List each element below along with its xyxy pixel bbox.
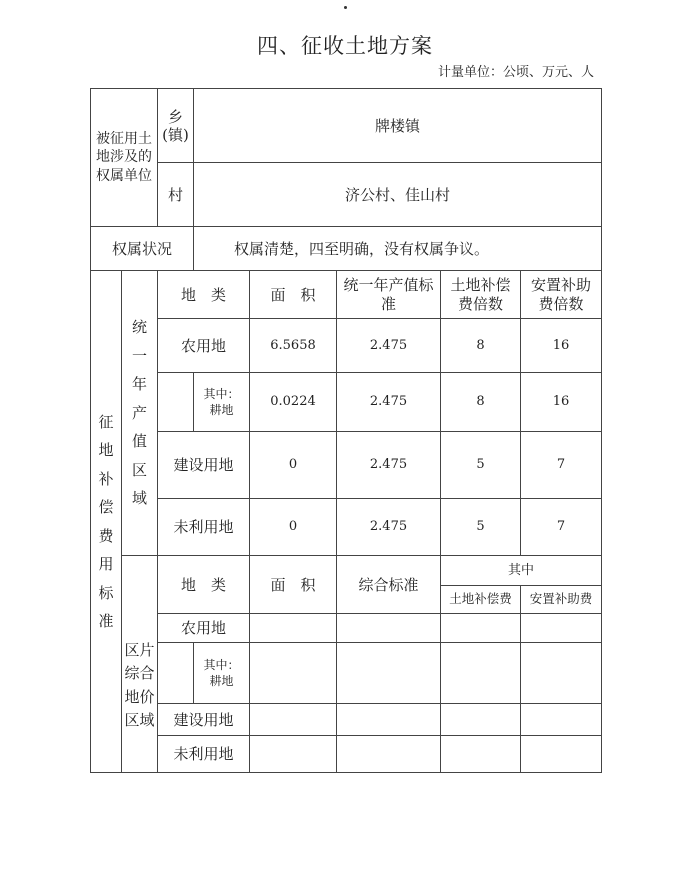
zone2-row-type: 未利用地: [173, 745, 234, 763]
zone1-row-standard: 2.475: [369, 394, 408, 410]
zone2-header-area: 面 积: [250, 556, 337, 614]
zone1-row-area: 0: [288, 519, 298, 535]
status-value: 权属清楚，四至明确，没有权属争议。: [234, 239, 490, 258]
zone1-header-land-comp-multiple: 土地补偿费倍数: [441, 271, 521, 319]
zone1-row-area: 0.0224: [270, 394, 316, 410]
table-row: [91, 373, 602, 432]
status-label: 权属状况: [111, 239, 172, 258]
ownership-label: 被征用土地涉及的权属单位: [96, 131, 152, 184]
village-label: 村: [167, 185, 183, 204]
zone2-header-of-which: 其中: [441, 556, 602, 586]
village-value-cell: [194, 163, 602, 227]
table-row: [91, 643, 602, 704]
zone2-row-type: 农用地: [180, 619, 226, 637]
zone1-row-area: 0: [288, 457, 298, 473]
zone1-row-resettle: 16: [552, 337, 570, 353]
compensation-label: 征地补偿费用标准: [98, 412, 114, 630]
table-row: [91, 736, 602, 773]
zone1-header-area: 面 积: [250, 271, 337, 319]
zone1-header-standard: 统一年产值标准: [337, 271, 441, 319]
status-value-cell: [194, 227, 602, 271]
status-label-cell: [91, 227, 194, 271]
zone2-row-type: 建设用地: [173, 710, 234, 729]
table-row: [91, 614, 602, 643]
zone1-row-land-comp: 8: [476, 337, 485, 353]
zone1-row-standard: 2.475: [369, 457, 408, 473]
zone1-row-resettle: 7: [556, 457, 566, 473]
zone2-header-land-comp: 土地补偿费: [441, 586, 521, 614]
zone1-row-area: 6.5658: [270, 337, 316, 353]
zone1-label: 统一年产值区域: [131, 318, 147, 508]
zone1-header-land-type: 地 类: [158, 271, 250, 319]
table-row: [91, 704, 602, 736]
zone2-header-resettle: 安置补助费: [521, 586, 602, 614]
table-row: [91, 499, 602, 556]
unit-note: 计量单位：公顷、万元、人: [437, 65, 594, 80]
town-value-cell: [194, 89, 602, 163]
zone2-header-land-type: 地 类: [158, 556, 250, 614]
zone1-row-type: 其中：耕地: [203, 386, 240, 417]
zone1-header-resettle-multiple: 安置补助费倍数: [521, 271, 602, 319]
zone1-row-land-comp: 5: [476, 519, 485, 535]
zone1-row-type: 建设用地: [173, 456, 234, 474]
zone1-label-cell: [122, 271, 158, 556]
zone1-row-land-comp: 5: [476, 457, 485, 473]
village-value: 济公村、佳山村: [344, 185, 450, 204]
town-value: 牌楼镇: [374, 116, 420, 135]
land-acquisition-table: [90, 88, 602, 773]
ownership-label-cell: [91, 89, 158, 227]
page-dot: [344, 6, 347, 9]
zone1-row-land-comp: 8: [476, 394, 485, 410]
compensation-label-cell: [91, 271, 122, 773]
town-label: 乡(镇): [162, 107, 189, 144]
zone1-row-type: 农用地: [180, 336, 226, 355]
town-label-cell: [158, 89, 194, 163]
zone2-header-standard: 综合标准: [337, 556, 441, 614]
zone1-row-standard: 2.475: [369, 337, 408, 353]
zone1-row-resettle: 16: [552, 394, 570, 410]
village-label-cell: [158, 163, 194, 227]
table-row: [91, 319, 602, 373]
zone1-row-standard: 2.475: [369, 519, 408, 535]
zone2-label: 区片综合地价区域: [124, 641, 155, 729]
zone2-row-type: 其中：耕地: [203, 657, 240, 688]
page-title: 四、征收土地方案: [257, 34, 433, 58]
zone1-row-resettle: 7: [556, 519, 566, 535]
table-row: [91, 432, 602, 499]
zone2-label-cell: [122, 556, 158, 773]
zone1-row-type: 未利用地: [173, 518, 234, 536]
